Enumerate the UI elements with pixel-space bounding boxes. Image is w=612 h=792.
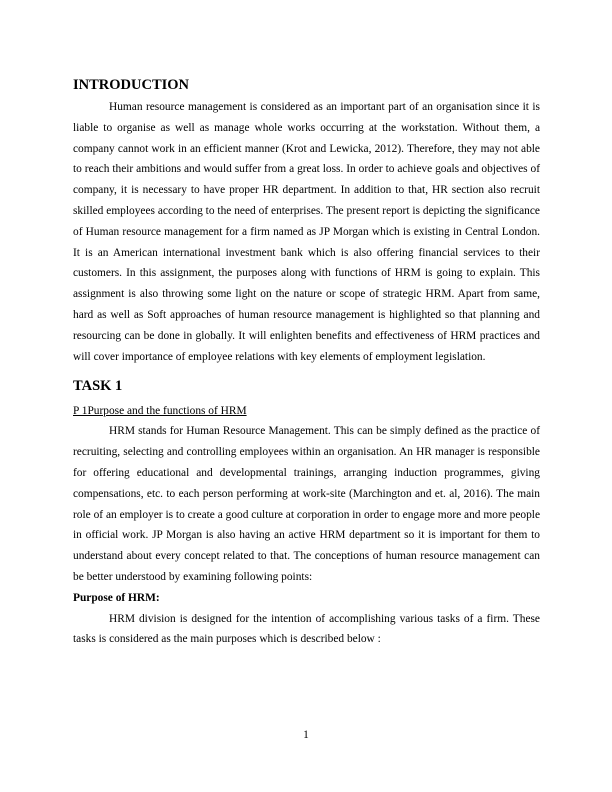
page-number: 1 [303, 729, 309, 741]
introduction-heading: INTRODUCTION [73, 77, 190, 93]
p1-paragraph: HRM stands for Human Resource Management. This can be simply defined as the practice of recruiting, selecting and controlling employees within an organisation. An HR manager is responsible for offering educational and developmental trainings, arranging induction programmes, giving compensations, etc. to each person performing at work-site (Marchington and et. al, 2016). The main role of an employer is to create a good culture at corporation in order to engage more and more people in official work. JP Morgan is also having an active HRM department so it is important for them to understand about every concept related to that. The conceptions of human resource management can be better understood by examining following points: [73, 425, 540, 583]
purpose-paragraph: HRM division is designed for the intention of accomplishing various tasks of a firm. These tasks is considered as the main purposes which is described below : [73, 612, 540, 646]
p1-subheading: P 1Purpose and the functions of HRM [73, 405, 247, 418]
introduction-paragraph: Human resource management is considered as an important part of an organisation since it is liable to organise as well as manage whole works occurring at the workstation. Without them, a company cannot work in an efficient manner (Krot and Lewicka, 2012). Therefore, they may not able to reach their ambitions and would suffer from a great loss. In order to achieve goals and objectives of company, it is necessary to have proper HR department. In addition to that, HR section also recruit skilled employees according to the need of enterprises. The present report is depicting the significance of Human resource management for a firm named as JP Morgan which is existing in Central London. It is an American international investment bank which is also offering financial services to their customers. In this assignment, the purposes along with functions of HRM is going to explain. This assignment is also throwing some light on the nature or scope of strategic HRM. Apart from same, hard as well as Soft approaches of human resource management is highlighted so that planning and resourcing can be done in globally. It will enlighten benefits and effectiveness of HRM practices and will cover importance of employee relations with key elements of employment legislation. [73, 101, 540, 363]
page-content [73, 76, 540, 650]
spacer [73, 367, 540, 377]
task-heading: TASK 1 [73, 378, 123, 395]
purpose-heading: Purpose of HRM: [73, 591, 160, 604]
